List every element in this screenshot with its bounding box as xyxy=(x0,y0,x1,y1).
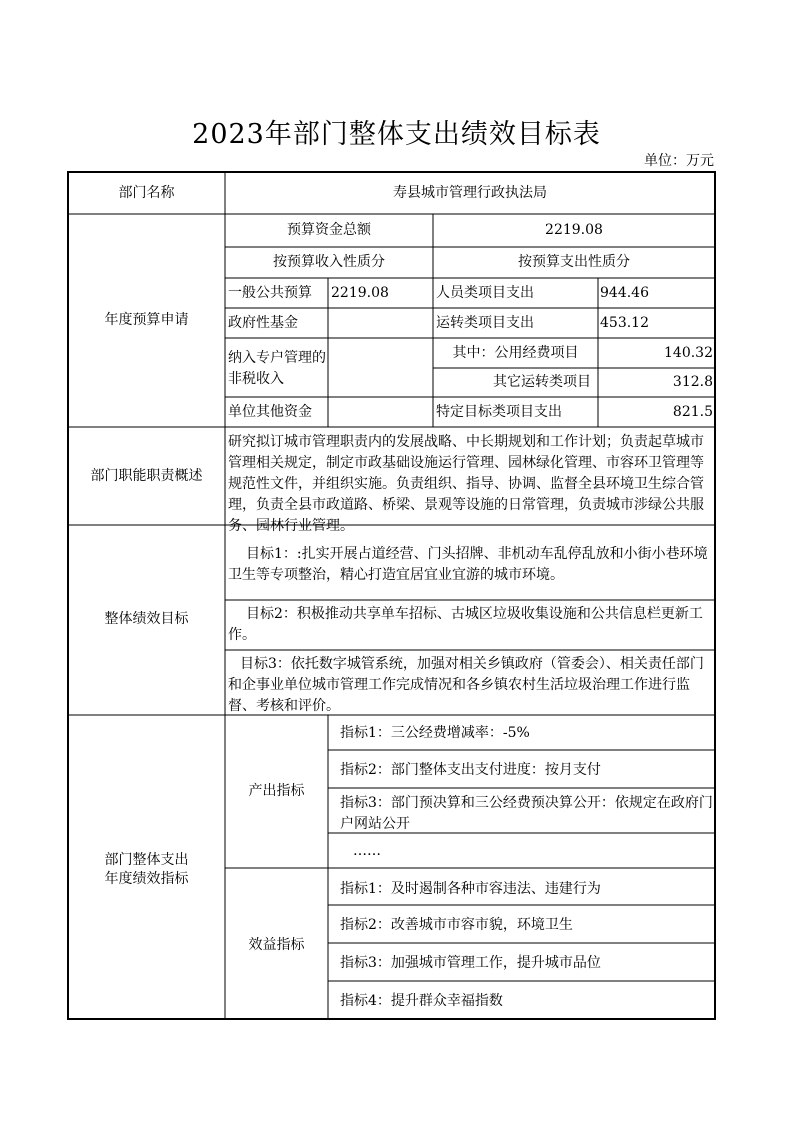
benefit-indicator: 指标2：改善城市市容市貌，环境卫生 xyxy=(340,917,573,933)
budget-total-label: 预算资金总额 xyxy=(287,222,371,238)
duties-label: 部门职能职责概述 xyxy=(90,468,203,484)
unit-label: 单位：万元 xyxy=(644,153,714,169)
expense-value: 140.32 xyxy=(664,345,713,361)
benefit-indicators-label: 效益指标 xyxy=(248,937,305,953)
budget-section-label: 年度预算申请 xyxy=(104,312,189,328)
benefit-indicator: 指标4：提升群众幸福指数 xyxy=(340,993,503,1009)
benefit-indicator: 指标3：加强城市管理工作，提升城市品位 xyxy=(340,955,601,971)
income-label: 一般公共预算 xyxy=(228,285,312,301)
output-indicator: 指标3：部门预决算和三公经费预决算公开：依规定在政府门户网站公开 xyxy=(340,795,713,832)
expense-label: 特定目标类项目支出 xyxy=(436,404,562,420)
output-indicator: 指标2：部门整体支出支付进度：按月支付 xyxy=(340,762,601,778)
income-header: 按预算收入性质分 xyxy=(273,254,385,270)
expense-header: 按预算支出性质分 xyxy=(518,254,630,270)
expense-label: 其中：公用经费项目 xyxy=(452,345,579,361)
output-indicator: 指标1：三公经费增减率：-5% xyxy=(340,725,530,741)
expense-value: 821.5 xyxy=(672,404,713,420)
output-indicator: …… xyxy=(353,843,381,859)
indicators-label-line2: 年度绩效指标 xyxy=(104,871,189,887)
dept-value: 寿县城市管理行政执法局 xyxy=(393,185,547,201)
income-label: 政府性基金 xyxy=(228,315,298,331)
goals-label: 整体绩效目标 xyxy=(104,611,189,627)
expense-value: 453.12 xyxy=(600,315,649,331)
output-indicators-label: 产出指标 xyxy=(248,783,305,799)
expense-label: 运转类项目支出 xyxy=(436,315,534,331)
income-label: 单位其他资金 xyxy=(228,404,312,420)
expense-value: 312.8 xyxy=(672,374,713,390)
indicators-label-line1: 部门整体支出 xyxy=(104,852,189,868)
expense-label: 人员类项目支出 xyxy=(436,285,534,301)
page-title: 2023年部门整体支出绩效目标表 xyxy=(192,119,601,150)
income-label: 纳入专户管理的非税收入 xyxy=(228,350,326,387)
dept-label: 部门名称 xyxy=(118,185,175,201)
goal-item: 目标1：:扎实开展占道经营、门头招牌、非机动车乱停乱放和小街小巷环境卫生等专项整治，精心打造宜居宜业宜游的城市环境。 xyxy=(228,546,708,583)
benefit-indicator: 指标1：及时遏制各种市容违法、违建行为 xyxy=(340,881,601,897)
goal-item: 目标2：积极推动共享单车招标、古城区垃圾收集设施和公共信息栏更新工作。 xyxy=(228,606,703,643)
expense-label: 其它运转类项目 xyxy=(493,374,591,390)
income-value: 2219.08 xyxy=(331,285,389,301)
budget-total-value: 2219.08 xyxy=(545,222,603,238)
goal-item: 目标3：依托数字城管系统，加强对相关乡镇政府（管委会）、相关责任部门和企事业单位城市管理工作完成情况和各乡镇农村生活垃圾治理工作进行监督、考核和评价。 xyxy=(228,656,704,714)
expense-value: 944.46 xyxy=(600,285,649,301)
duties-text: 研究拟订城市管理职责内的发展战略、中长期规划和工作计划；负责起草城市管理相关规定，制定市政基础设施运行管理、园林绿化管理、市容环卫管理等规范性文件，并组织实施。负责组织、指导、协调、监督全县环境卫生综合管理，负责全县市政道路、桥梁、景观等设施的日常管理，负责城市涉绿公共服务、园林行业管理。 xyxy=(228,434,704,534)
